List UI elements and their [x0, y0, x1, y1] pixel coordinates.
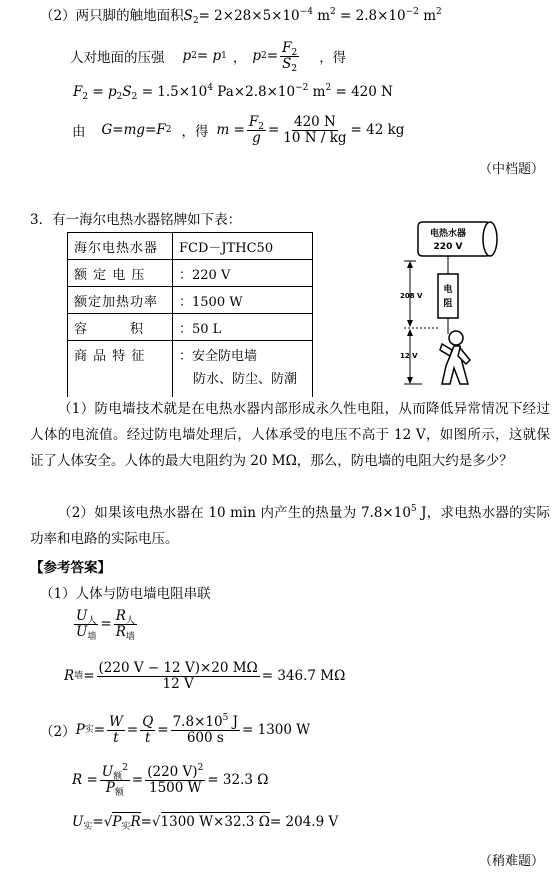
- text: 人: [87, 615, 97, 626]
- sqrt: [112, 812, 140, 830]
- table-cell: 商 品 特 征: [68, 341, 173, 398]
- text: 人对地面的压强: [70, 50, 165, 66]
- sqrt: 1300 W×32.3 Ω: [160, 814, 270, 830]
- text: = 2.8×10: [335, 8, 406, 24]
- answer-1-result: R 墙 = $\frac{(220 V - 12 V)\times 20 M\Omega}{12 V}$ = 346.7 MΩ: [64, 659, 346, 692]
- resistor: [438, 274, 458, 318]
- text: 墙: [87, 631, 97, 642]
- text: U: [76, 623, 88, 640]
- table-row: [68, 287, 313, 314]
- text: R: [115, 623, 126, 640]
- text: 由: [72, 124, 86, 140]
- formula-line-3: $F_2 = p_2S_2 = 1.5\times 10^4$ $Pa\times 2.8\times 10^{-2}$ $m^2 = 420$ N: [73, 83, 393, 102]
- text: = 420 N: [331, 84, 393, 100]
- text: 420 N: [293, 113, 336, 130]
- text: P: [75, 722, 85, 738]
- sub-question-2: [30, 500, 550, 552]
- answer-1-title: （1）人体与防电墙电阻串联: [40, 586, 211, 602]
- formula-line-1: （2）两只脚的触地面积$S_2= 2\times 28\times 5\times 10^{-4}$ $m^2 = 2.8\times 10^{-2}$ $m^2$: [40, 7, 442, 26]
- text: = 32.3 Ω: [207, 772, 269, 788]
- table-cell: FCD－JTHC50: [173, 233, 313, 260]
- formula-line-2: 人对地面的压强 p 2 = p 1 ， p 2 = $\frac{F_2}{S_2}$ ，得: [70, 39, 347, 74]
- fraction: [145, 762, 205, 796]
- table-cell: 额定加热功率: [68, 287, 173, 314]
- answer-1-ratio: $\frac{U_人}{U_墙}$ = $\frac{R_人}{R_墙}$: [76, 607, 135, 642]
- arrow-up-icon: [407, 329, 413, 336]
- fraction: [281, 115, 348, 146]
- text: = 42 kg: [350, 122, 405, 138]
- fraction: [97, 661, 260, 692]
- text: ，得: [319, 50, 347, 66]
- text: R: [72, 772, 83, 788]
- table-cell: ：50 L: [173, 314, 313, 341]
- answer-2-voltage: $U_实=√P_实R=√1300$ W×32.3 Ω= 204.9 V: [72, 814, 339, 832]
- text: (220 V − 12 V)×20 MΩ: [98, 659, 258, 676]
- heater-label: 电热水器: [429, 229, 467, 239]
- text: 600 s: [186, 729, 224, 746]
- table-cell: ：1500 W: [173, 287, 313, 314]
- fraction: [171, 712, 240, 746]
- text: ：安全防电墙: [179, 349, 258, 364]
- text: （2）两只脚的触地面积: [40, 8, 184, 24]
- text: t: [113, 729, 119, 746]
- text: = 204.9 V: [269, 814, 339, 830]
- formula-line-4: 由 G=mg=F 2 ，得 m = $\frac{F_2}{g}$ = $\frac{420 N}{10 N / kg}$ = 42 kg: [72, 113, 405, 146]
- table-cell: 容 积: [68, 314, 173, 341]
- text: R: [115, 607, 126, 624]
- text: −2: [405, 7, 419, 17]
- text: ，得: [181, 124, 209, 140]
- text: F: [282, 39, 292, 56]
- text: J，求电热水器的实际功率和电路的实际电压。: [30, 505, 550, 547]
- text: =: [266, 48, 279, 64]
- text: 12 V: [162, 675, 194, 692]
- text: 5: [410, 504, 417, 514]
- text: −2: [295, 83, 309, 93]
- person-icon: [440, 331, 470, 384]
- text: p: [252, 48, 262, 64]
- text: J: [228, 713, 239, 730]
- nameplate-table: [67, 232, 313, 397]
- answer-2-power: （2） P 实 = $\frac{W}{t}$ = $\frac{Q}{t}$ = $\frac{7.8\times 10^5 J}{600 s}$ = 1300 W: [40, 712, 311, 746]
- text: （2）如果该电热水器在 10 min 内产生的热量为 7.8×10: [58, 505, 411, 521]
- text: 2: [291, 63, 298, 74]
- text: 5: [222, 712, 229, 723]
- arrow-down-icon: [407, 377, 413, 384]
- text: m: [418, 8, 436, 24]
- difficulty-label: （中档题）: [478, 162, 544, 177]
- table-cell: 额 定 电 压: [68, 260, 173, 287]
- heater-circuit-figure: [398, 216, 538, 386]
- text: （2）: [40, 724, 76, 740]
- text: 10 N / kg: [283, 129, 347, 146]
- table-row: [68, 260, 313, 287]
- text: 人: [125, 615, 135, 626]
- fraction: [107, 715, 125, 746]
- table-cell: [173, 341, 313, 398]
- text: 1500 W: [149, 779, 202, 796]
- text: m: [312, 8, 331, 24]
- text: 额: [114, 787, 124, 798]
- text: p: [182, 48, 192, 64]
- answer-2-resistance: R = $\frac{U_额^2}{P_额}$ = $\frac{(220 V)^2}{1500 W}$ = 32.3 Ω: [72, 762, 269, 798]
- resistor-label-1: 电: [443, 285, 453, 295]
- text: 4: [207, 83, 213, 93]
- voltage-top-label: 208 V: [400, 292, 423, 300]
- text: P: [105, 779, 115, 796]
- question-intro: 3．有一海尔电热水器铭牌如下表：: [30, 212, 242, 228]
- text: G=mg=F: [101, 122, 166, 138]
- text: 实: [83, 822, 93, 832]
- text: = 1300 W: [242, 722, 311, 738]
- table-row: [68, 341, 313, 398]
- fraction: [140, 715, 155, 746]
- text: 额: [113, 771, 123, 782]
- text: R: [130, 814, 141, 830]
- fraction: [280, 41, 299, 72]
- text: −4: [299, 7, 313, 17]
- text: U: [76, 607, 88, 624]
- text: 2: [330, 7, 336, 17]
- text: m: [216, 122, 230, 138]
- fraction: [100, 762, 130, 798]
- table-row: [68, 233, 313, 260]
- text: 墙: [125, 631, 135, 642]
- table-row: [68, 314, 313, 341]
- text: 2: [325, 83, 332, 93]
- text: 2: [291, 47, 298, 58]
- text: 7.8×10: [172, 713, 223, 730]
- text: U: [72, 814, 84, 830]
- difficulty-label: （稍难题）: [478, 854, 544, 869]
- text: = 346.7 MΩ: [261, 668, 346, 684]
- fraction: $\frac{F_2}{g}$: [248, 113, 264, 146]
- text: Q: [142, 713, 154, 730]
- text: R: [64, 668, 75, 684]
- heater-voltage: 220 V: [433, 242, 463, 252]
- fraction: [114, 609, 137, 640]
- text: = 1.5×10: [141, 84, 208, 100]
- text: (220 V): [147, 763, 198, 780]
- arrow-down-icon: [407, 320, 413, 327]
- text: F: [248, 113, 259, 130]
- text: m: [308, 84, 326, 100]
- text: 2: [122, 762, 128, 773]
- arrow-up-icon: [407, 261, 413, 268]
- resistor-label-2: 阻: [443, 299, 453, 309]
- text: g: [252, 129, 261, 146]
- text: 防水、防尘、防潮: [193, 372, 298, 387]
- text: P: [112, 814, 122, 830]
- text: U: [101, 763, 114, 780]
- text: = p: [196, 48, 222, 64]
- text: S: [282, 55, 292, 72]
- text: W: [109, 713, 123, 730]
- answer-header: 【参考答案】: [30, 560, 111, 576]
- table-cell: ：220 V: [173, 260, 313, 287]
- text: ，: [232, 50, 247, 66]
- sub-question-1: （1）防电墙技术就是在电热水器内部形成永久性电阻，从而降低异常情况下经过人体的电流值。经过防电墙处理后，人体承受的电压不高于 12 V，如图所示，这就保证了人体安全。人体的最大电阻约为 20 MΩ，那么，防电墙的电阻大约是多少？: [30, 401, 550, 469]
- table-cell: 海尔电热水器: [68, 233, 173, 260]
- voltage-bottom-label: 12 V: [400, 352, 418, 360]
- heater-end: [483, 222, 497, 256]
- text: 实: [121, 822, 131, 832]
- text: 2: [197, 762, 204, 773]
- text: Pa×2.8×10: [212, 84, 296, 100]
- text: t: [145, 729, 151, 746]
- text: = 2×28×5×10: [198, 8, 300, 24]
- fraction: [74, 609, 98, 640]
